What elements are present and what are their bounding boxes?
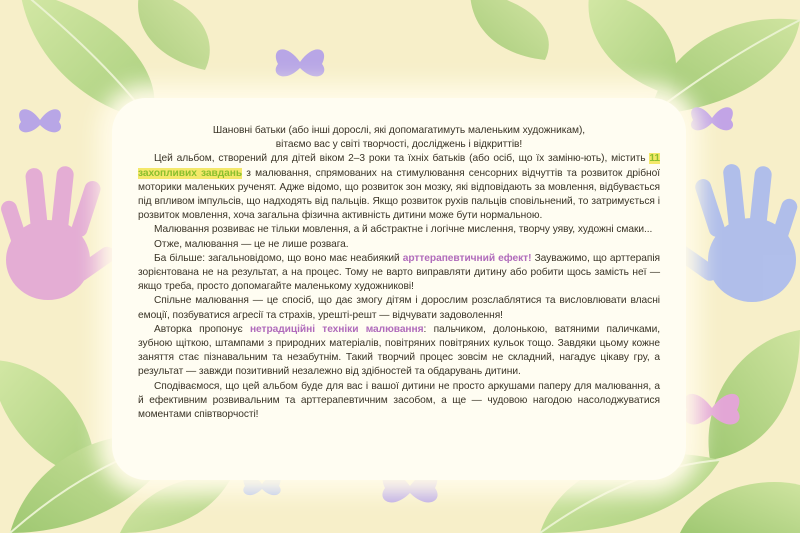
greeting-line-2: вітаємо вас у світі творчості, досліджень і відкриттів! [275, 139, 523, 151]
paragraph-art-therapy [138, 252, 660, 295]
paragraph-album-end: з малювання, спрямованих на стимулювання сенсорних відчуттів та розвиток дрібної моторики маленьких рученят. Адже відомо, що розвиток зон мозку, які відповідають за мовлення, відбувається під впливом імпульсів, що надходять від пальців. Якщо розвиток рухів пальців сповільнений, то затримується і розвиток мовлення, хоча загальна фізична активність дитини може бути нормальною. [138, 167, 660, 222]
pink-handprint [0, 165, 118, 300]
paragraph-closing: Сподіваємося, що цей альбом буде для вас і вашої дитини не просто аркушами паперу для малювання, а й ефективним розвивальним та арттерапевтичним засобом, а ще — чудовою нагодою насолоджуватися моментами співтворчості! [138, 380, 660, 421]
paragraph-development: Малювання розвиває не тільки мовлення, а й абстрактне і логічне мислення, творчу уяву, художні смаки... [154, 224, 653, 236]
intro-text [138, 124, 660, 422]
techniques-highlight: нетрадиційні техніки малювання [249, 323, 424, 335]
paragraph-techniques-end: : пальчиком, долонькою, ватяними паличками, зубною щіткою, штампами з природних матеріалів, повітряних повітряних кульок тощо. Завдяки цьому кожне заняття стає пізнавальним та незабутнім. Такий творчий процес зовсім не складний, нагадує цікаву гру, а результат — завжди позитивний незалежно від здібностей та обдарувань дитини. [138, 323, 660, 378]
butterfly-icon [19, 109, 61, 132]
paragraph-fun: Отже, малювання — це не лише розвага. [154, 238, 349, 250]
paragraph-art-therapy-end: Зауважимо, що арттерапія зорієнтована не на результат, а на процес. Тому не варто виправляти дитину або робити щось замість неї — якщо треба, просто допомагайте маленькому художникові! [138, 252, 661, 293]
paragraph-techniques [138, 323, 660, 380]
butterfly-icon [276, 49, 325, 76]
paragraph-album-start: Цей альбом, створений для дітей віком 2–3 роки та їхніх батьків (або осіб, що їх заміню-ють), містить [154, 153, 650, 165]
paragraph-techniques-start: Авторка пропонує [154, 323, 250, 335]
art-therapy-highlight: арттерапевтичний ефект! [402, 252, 532, 264]
greeting-line-1: Шановні батьки (або інші дорослі, які допомагатимуть маленьким художникам), [212, 125, 586, 136]
paragraph-art-therapy-start: Ба більше: загальновідомо, що воно має неабиякий [154, 252, 403, 264]
blue-handprint [671, 163, 799, 302]
leaf-top-left-2 [138, 0, 210, 70]
tasks-highlight: 11 захопливих завдань [138, 153, 660, 179]
paragraph-joint-drawing: Спільне малювання — це спосіб, що дає змогу дітям і дорослим розслаблятися та висловлювати власні емоції, позбуватися агресії та страхів, урешті-решт — відчувати задоволення! [138, 295, 660, 321]
butterfly-icon [691, 107, 733, 130]
paragraph-album [138, 152, 660, 223]
